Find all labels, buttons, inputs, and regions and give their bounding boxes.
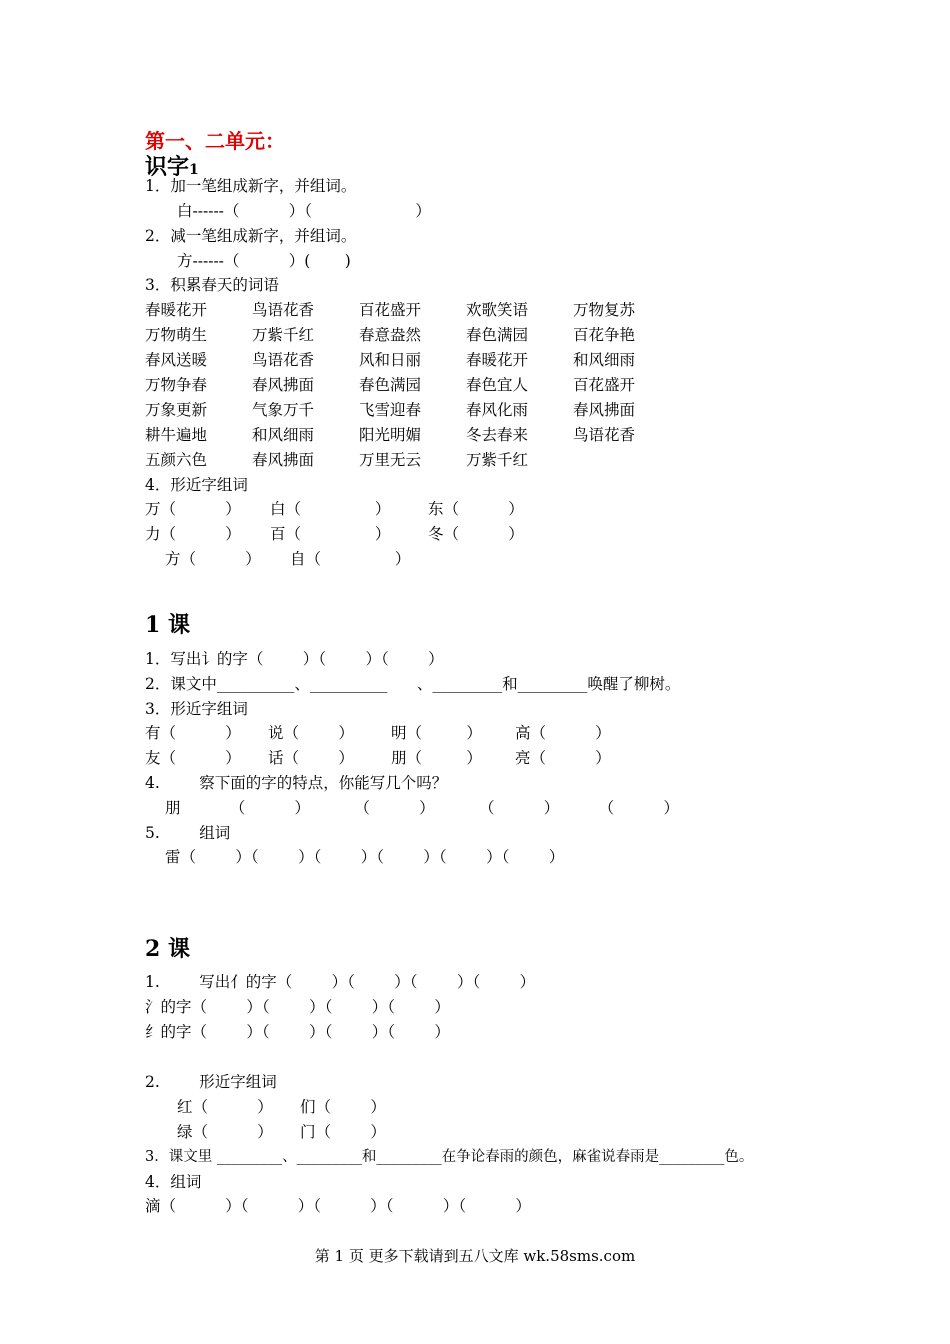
question-text: 4．组词 [145, 1173, 202, 1191]
answer-line: 雷（ ）（ ）（ ）（ ）（ ）（ ） [165, 848, 565, 866]
spring-word: 春风拂面 [252, 376, 315, 394]
spring-word: 冬去春来 [466, 426, 529, 444]
word-blank: 门（ ） [300, 1123, 386, 1141]
question-text: 3．课文里 _________、_________和_________在争论春雨的颜色，麻雀说春雨是_________色。 [145, 1149, 754, 1165]
section-title-lesson2: 2 课 [145, 936, 190, 962]
word-blank: 百（ ） [270, 525, 391, 543]
word-blank: 白（ ） [270, 500, 391, 518]
spring-word: 万物复苏 [573, 301, 636, 319]
answer-line: 朋 （ ） （ ） （ ） （ ） [165, 799, 679, 817]
section-title-text: 识字 [145, 154, 190, 180]
word-blank: 说（ ） [268, 724, 354, 742]
word-blank: 话（ ） [268, 749, 354, 767]
question-text: 3．形近字组词 [145, 700, 248, 718]
question-text: 2．减一笔组成新字，并组词。 [145, 227, 357, 245]
spring-word: 飞雪迎春 [359, 401, 422, 419]
unit-title: 第一、二单元： [145, 129, 285, 153]
spring-word: 欢歌笑语 [466, 301, 529, 319]
word-blank: 有（ ） [145, 724, 241, 742]
spring-word: 耕牛遍地 [145, 426, 208, 444]
spring-word: 春色宜人 [466, 376, 529, 394]
word-blank: 友（ ） [145, 749, 241, 767]
spring-word: 万象更新 [145, 401, 208, 419]
word-blank: 冬（ ） [428, 525, 524, 543]
spring-word: 春暖花开 [145, 301, 208, 319]
spring-word: 春色满园 [466, 326, 529, 344]
spring-word: 和风细雨 [252, 426, 315, 444]
word-blank: 们（ ） [300, 1098, 386, 1116]
word-blank: 方（ ） [165, 550, 261, 568]
spring-word: 五颜六色 [145, 451, 208, 469]
question-text: 1. 写出亻的字（ ）（ ）（ ）（ ） [145, 973, 536, 991]
answer-line: 方------（ ）( ) [177, 252, 351, 270]
word-blank: 东（ ） [428, 500, 524, 518]
spring-word: 和风细雨 [573, 351, 636, 369]
spring-word: 万物萌生 [145, 326, 208, 344]
question-text: 2. 形近字组词 [145, 1073, 277, 1091]
spring-word: 百花盛开 [359, 301, 422, 319]
page-footer: 第 1 页 更多下载请到五八文库 wk.58sms.com [314, 1247, 636, 1265]
answer-line: 氵的字（ ）（ ）（ ）（ ） [145, 998, 450, 1016]
word-blank: 自（ ） [290, 550, 411, 568]
question-text: 2．课文中__________、__________ 、_________和_________唤醒了柳树。 [145, 675, 681, 693]
spring-word: 百花争艳 [573, 326, 636, 344]
spring-word: 风和日丽 [359, 351, 422, 369]
spring-word: 春意盎然 [359, 326, 422, 344]
section-title-lesson1: 1 课 [145, 612, 190, 638]
spring-word: 春风拂面 [252, 451, 315, 469]
spring-word: 春暖花开 [466, 351, 529, 369]
word-blank: 亮（ ） [515, 749, 611, 767]
word-blank: 红（ ） [177, 1098, 273, 1116]
answer-line: 白------（ ）（ ） [177, 202, 431, 220]
spring-word: 春风拂面 [573, 401, 636, 419]
word-blank: 朋（ ） [391, 749, 482, 767]
answer-line: 纟的字（ ）（ ）（ ）（ ） [145, 1023, 450, 1041]
spring-word: 鸟语花香 [573, 426, 636, 444]
question-text: 1．加一笔组成新字，并组词。 [145, 177, 357, 195]
spring-word: 万里无云 [359, 451, 422, 469]
spring-word: 春风送暖 [145, 351, 208, 369]
answer-line: 滴（ ）（ ）（ ）（ ）（ ） [145, 1197, 531, 1215]
spring-word: 阳光明媚 [359, 426, 422, 444]
spring-word: 气象万千 [252, 401, 315, 419]
word-blank: 明（ ） [391, 724, 482, 742]
spring-word: 春色满园 [359, 376, 422, 394]
question-text: 1．写出讠的字（ ）（ ）（ ） [145, 650, 444, 668]
word-blank: 力（ ） [145, 525, 241, 543]
word-blank: 绿（ ） [177, 1123, 273, 1141]
word-blank: 万（ ） [145, 500, 241, 518]
spring-word: 百花盛开 [573, 376, 636, 394]
spring-word: 鸟语花香 [252, 351, 315, 369]
question-text: 4．形近字组词 [145, 476, 248, 494]
section-title-num: 1 [189, 162, 199, 178]
spring-word: 万紫千红 [466, 451, 529, 469]
spring-word: 万物争春 [145, 376, 208, 394]
question-text: 4. 察下面的字的特点，你能写几个吗？ [145, 774, 448, 792]
question-text: 3．积累春天的词语 [145, 276, 279, 294]
question-text: 5. 组词 [145, 824, 231, 842]
spring-word: 鸟语花香 [252, 301, 315, 319]
spring-word: 万紫千红 [252, 326, 315, 344]
word-blank: 高（ ） [515, 724, 611, 742]
spring-word: 春风化雨 [466, 401, 529, 419]
